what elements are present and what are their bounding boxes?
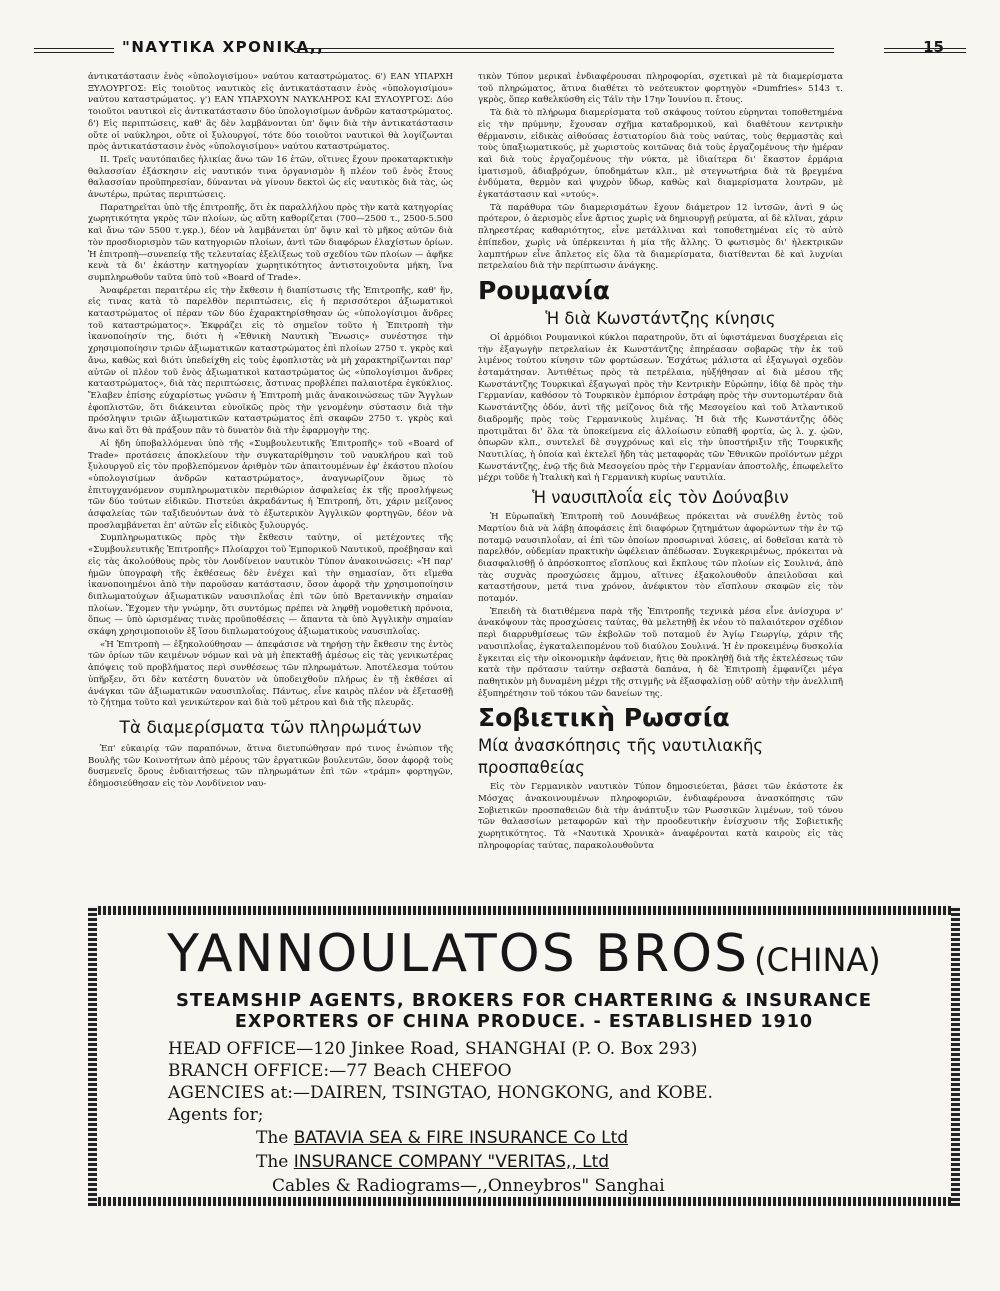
ad-agent-1 xyxy=(256,1128,628,1148)
ad-agencies: AGENCIES at:—DAIREN, TSINGTAO, HONGKONG, and KOBE. xyxy=(168,1083,713,1103)
left-column xyxy=(88,72,453,792)
paragraph: «Ἡ Ἐπιτροπὴ — ἐξηκολούθησαν — ἀπεφάσισε νὰ τηρήσῃ τὴν ἔκθεσιν της ἐντὸς τῶν ὁρίων τῶν κειμένων νόμων καὶ νὰ μὴ ἐπεκταθῇ ἀμέσως εἰς τὰς γενικωτέρας ἀπόψεις τοῦ προβλήματος περὶ συνθέσεως τῶν πληρωμάτων. Ἀποτέλεσμα τούτου ὑπῆρξεν, ὅτι δὲν κατέστη δυνατὸν νὰ ὑποδειχθοῦν πλήρως ἐν τῇ ἐκθέσει αἱ ἀνάγκαι τῶν ἀξιωματικῶν ναυσιπλοΐας. Πάντως, εἶνε καιρὸς πλέον νὰ ἐξετασθῇ τὸ ζήτημα τοῦτο καὶ γενικώτερον καὶ διὰ τοῦ μέτρου καὶ διὰ τῆς πλευρᾶς. xyxy=(88,639,453,709)
paragraph: Οἱ ἁρμόδιοι Ρουμανικοὶ κύκλοι παρατηροῦν, ὅτι αἱ ὑφιστάμεναι δυσχέρειαι εἰς τὴν ἐξαγωγὴν πετρελαίων ἐκ Κωνστάντζης ἐπηρέασαν σοβαρῶς τὴν ἐκ τοῦ λιμένος τούτου κίνησιν τῶν φορτώσεων. Ἐσχάτως μάλιστα αἱ ἐξαγωγαὶ σχεδὸν ἐσταμάτησαν. Ἀντιθέτως πρὸς τὰ πετρέλαια, ηὐξήθησαν αἱ διὰ μέσου τῆς Κωνστάντζης Τουρκικαὶ ἐξαγωγαὶ πρὸς τὴν Κεντρικὴν Εὐρώπην, ἰδίᾳ δὲ πρὸς τὴν Γερμανίαν, καθόσον τὸ Τουρκικὸν ἐμπόριον ἐστράφη πρὸς τὴν συντομωτέραν διὰ Κωνστάντζης ὁδόν, ἀντὶ τῆς μείζονος διὰ τῆς Μεσογείου καὶ τοῦ Ἀτλαντικοῦ διαδρομῆς πρὸς τοὺς Γερμανικοὺς λιμένας. Ἡ διὰ τῆς Κωνστάντζης ὁδὸς προτιμᾶται δι' ὅλα τὰ ὑποκείμενα εἰς ἀλλοίωσιν εὐπαθῆ φορτία, ὡς λ. χ. ᾠῶν, ὀπωρῶν κλπ., συντελεῖ δὲ συγχρόνως καὶ εἰς τὴν ὑποστήριξιν τῆς Τουρκικῆς Ναυτιλίας, ἡ ὁποία καὶ ἐκτελεῖ ἤδη τὰς μεταφορὰς τῶν Ἐθνικῶν προϊόντων μέχρι Κωνστάντζης, ἐνῷ τῆς διὰ Μεσογείου πρὸς τὴν Γερμανίαν ἀποστολῆς, ἐπωφελεῖτο μέχρι τοῦδε ἡ Ἰταλικὴ καὶ ἡ Γερμανικὴ κυρίως ναυτιλία. xyxy=(478,332,843,484)
ad-tagline-2: EXPORTERS OF CHINA PRODUCE. - ESTABLISHED 1910 xyxy=(234,1012,814,1032)
paragraph: Ἐπ' εὐκαιρίᾳ τῶν παραπόνων, ἅτινα διετυπώθησαν πρό τινος ἐνώπιον τῆς Βουλῆς τῶν Κοινοτήτων ἀπὸ μέρους τῶν ἐργατικῶν βουλευτῶν, ὅσον ἀφορᾷ τοὺς δυσμενεῖς ὅρους ἐνδιαιτήσεως τῶν πληρωμάτων ἐπὶ τῶν «τράμπ» φορτηγῶν, ἐδημοσιεύθησαν εἰς τὸν Λονδίνειον ναυ- xyxy=(88,743,453,790)
ad-agent-1-article: The xyxy=(256,1128,289,1148)
ad-agent-2-name: INSURANCE COMPANY "VERITAS,, Ltd xyxy=(293,1152,610,1172)
ad-agents-for: Agents for; xyxy=(168,1105,264,1125)
subheading-naval-review: Μία ἀνασκόπησις τῆς ναυτιλιακῆς προσπαθείας xyxy=(478,736,764,778)
ad-branch-office: BRANCH OFFICE:—77 Beach CHEFOO xyxy=(168,1061,512,1081)
paragraph: Εἰς τὸν Γερμανικὸν ναυτικὸν Τύπον δημοσιεύεται, βάσει τῶν ἐκάστοτε ἐκ Μόσχας ἀνακοινουμένων πληροφοριῶν, ἐνδιαφέρουσα ἀνασκόπησις τῶν Σοβιετικῶν προσπαθειῶν διὰ τὴν ἀνάπτυξιν τῶν Ρωσσικῶν λιμένων, τοῦ τόνου τῶν θαλασσίων μεταφορῶν καὶ τὴν προοδευτικὴν ἐνίσχυσιν τῆς Σοβιετικῆς χωρητικότητος. Τὰ «Ναυτικὰ Χρονικὰ» ἀναφέρονται κατὰ καιροὺς εἰς τὰς πληροφορίας ταύτας, παρακολουθοῦντα xyxy=(478,782,843,851)
paragraph: τικὸν Τύπον μερικαὶ ἐνδιαφέρουσαι πληροφορίαι, σχετικαὶ μὲ τὰ διαμερίσματα τοῦ πληρώματος, ἅτινα διαθέτει τὸ νεότευκτον φορτηγὸν «Dumfries» 5143 τ. γκρὸς, ὅπερ καθελκύσθη εἰς Τάϊν τὴν 17ην Ἰουνίου π. ἔτους. xyxy=(478,72,843,106)
ad-company: YANNOULATOS BROS xyxy=(167,924,750,984)
page-number: 15 xyxy=(923,38,944,56)
paragraph: ἀντικατάστασιν ἑνὸς «ὑπολογισίμου» ναύτου καταστρώματος. 6') ΕΑΝ ΥΠΑΡΧΗ ΞΥΛΟΥΡΓΟΣ: Εἰς τοιοῦτος ναυτικὸς εἰς ἀντικατάστασιν ἑνὸς «ὑπολογισίμου» ναύτου καταστρώματος. γ') ΕΑΝ ΥΠΑΡΧΟΥΝ ΝΑΥΚΛΗΡΟΣ ΚΑΙ ΞΥΛΟΥΡΓΟΣ: Δύο τοιοῦτοι ναυτικοὶ εἰς ἀντικατάστασιν δύο ὑπολογισίμων ἀνδρῶν καταστρώματος. δ') Εἰς περιπτώσεις, καθ' ἃς δὲν λαμβάνονται ὑπ' ὄψιν διὰ τὴν ἀντικατάστασιν οὔτε οἱ ναύκληροι, οὔτε οἱ ξυλουργοί, τότε δύο τοιοῦτοι ναυτικοὶ θὰ λογίζωνται πρὸς ἀντικατάστασιν ἑνὸς «ὑπολογισίμου» ναύτου καταστρώματος. xyxy=(88,72,453,153)
ad-agent-2 xyxy=(256,1152,609,1172)
ad-tagline: STEAMSHIP AGENTS, BROKERS FOR CHARTERING & INSURANCE xyxy=(175,990,873,1011)
ad-agent-2-article: The xyxy=(256,1152,289,1172)
ad-head-office: HEAD OFFICE—120 Jinkee Road, SHANGHAI (P. O. Box 293) xyxy=(168,1039,698,1059)
running-header xyxy=(34,38,966,60)
subheading-danube: Ἡ ναυσιπλοΐα εἰς τὸν Δούναβιν xyxy=(532,488,789,508)
ad-border-top xyxy=(88,906,960,915)
header-rule-middle xyxy=(294,48,834,53)
yannoulatos-advertisement xyxy=(88,906,960,1206)
paragraph: Συμπληρωματικῶς πρὸς τὴν ἔκθεσιν ταύτην, οἱ μετέχοντες τῆς «Συμβουλευτικῆς Ἐπιτροπῆς» Πλοίαρχοι τοῦ Ἐμπορικοῦ Ναυτικοῦ, προέβησαν καὶ εἰς τὰς ἀκολούθους πρὸς τὸν Λονδίνειον ναυτικὸν Τύπον ἀνακοινώσεις: «Ἡ παρ' ἡμῶν ὑπογραφὴ τῆς ἐκθέσεως δὲν ἐνέχει καὶ τὴν σημασίαν, ὅτι εἴμεθα ἱκανοποιημένοι ἀπὸ τὴν παροῦσαν κατάστασιν, ὅσον ἀφορᾷ τὴν χρησιμοποίησιν διπλωματούχων ἀξιωματικῶν ναυσιπλοΐας ἐπὶ τῶν ὑπὸ Βρεταννικὴν σημαίαν πλοίων. Ἔχομεν τὴν γνώμην, ὅτι συντόμως πρέπει νὰ ληφθῇ νομοθετικὴ πρόνοια, ὅπως — ὑπὸ ὡρισμένας τινὰς προϋποθέσεις — ἅπαντα τὰ ὑπὸ Ἀγγλικὴν σημαίαν σκάφη χρησιμοποιοῦν ἐξ ἴσου διπλωματούχους ἀξιωματικοὺς ναυσιπλοΐας. xyxy=(88,533,453,638)
ad-cables: Cables & Radiograms—,,Onneybros" Sanghai xyxy=(272,1176,665,1196)
section-heading-romania: Ρουμανία xyxy=(478,275,610,305)
paragraph: Τὰ παράθυρα τῶν διαμερισμάτων ἔχουν διάμετρον 12 ἰντσῶν, ἀντὶ 9 ὡς πρότερον, ὁ ἀερισμὸς εἶνε ἄρτιος χωρὶς νὰ δημιουργῇ ρεύματα, αἱ δὲ κλῖναι, χάριν πληρεστέρας καθαριότητος, εἶνε μετάλλιναι καὶ τοποθετημέναι εἰς τὸ αὐτὸ ἐπίπεδον, χωρὶς νὰ ὑπέρκεινται ἡ μία τῆς ἄλλης. Ὁ φωτισμὸς δι' ἠλεκτρικῶν λαμπτήρων εἶνε ἄπλετος εἰς ὅλα τὰ διαμερίσματα, διατίθενται δὲ καὶ λυχνίαι πετρελαίου διὰ τὴν περίπτωσιν ἀνάγκης. xyxy=(478,202,843,272)
paragraph: Ἐπειδὴ τὰ διατιθέμενα παρὰ τῆς Ἐπιτροπῆς τεχνικὰ μέσα εἶνε ἀνίσχυρα ν' ἀνακόψουν τὰς προσχώσεις ταύτας, θὰ μελετηθῇ ἐκ νέου τὸ παλαιότερον σχέδιον περὶ διαρρυθμίσεως τῶν ἐκβολῶν τοῦ ποταμοῦ ἐν Ἁγίῳ Γεωργίῳ, χάριν τῆς ναυσιπλοΐας, ἐγκαταλειπομένου τοῦ διαύλου Σουλινά. Ἡ ἐν προκειμένῳ δυσκολία ἔγκειται εἰς τὴν οἰκονομικὴν ἀφάνειαν, ἥτις θὰ προκληθῇ διὰ τῆς ἐκτελέσεως τῶν κατὰ τὴν πρότασιν ταύτην σεβαστὰ δαπάνα, ἡ δὲ Ἐπιτροπὴ ἐμφανίζει μέγα παθητικὸν μὴ δυναμένη μέχρι τῆς στιγμῆς νὰ ἐξασφαλίσῃ οὐδ' αὐτὴν τὴν ἀνελλιπῆ ἐξυπηρέτησιν τοῦ τόκου τῶν δανείων της. xyxy=(478,606,843,699)
ad-border-bottom xyxy=(88,1197,960,1206)
paragraph: Ἡ Εὐρωπαϊκὴ Ἐπιτροπὴ τοῦ Δουνάβεως πρόκειται νὰ συνέλθῃ ἐντὸς τοῦ Μαρτίου διὰ νὰ λάβῃ ἀποφάσεις ἐπὶ διαφόρων ζητημάτων ἀφορώντων τὴν ἐν τῷ ποταμῷ ναυσιπλοΐαν, αἱ ἐπὶ τῶν ὁποίων προσωριναὶ λύσεις, αἱ δοθεῖσαι κατὰ τὸ παρελθόν, οὐδεμίαν πρακτικὴν ὠφέλειαν ἀπέδωσαν. Συγκεκριμένως, πρόκειται νὰ διασφαλισθῇ ὁ ἀπρόσκοπτος εἴσπλους καὶ ἔκπλους τῶν πλοίων εἰς Σουλινά, ἀπὸ τὰς συχνὰς προσχώσεις ἄμμου, αἵτινες ἐξακολουθοῦν ἀπειλοῦσαι καὶ καταστήσουν, μετά τινα χρόνον, ἀνέφικτον τὸν εἴσπλουν σκαφῶν εἰς τὸν ποταμόν. xyxy=(478,512,843,605)
section-heading-soviet-russia: Σοβιετικὴ Ρωσσία xyxy=(478,703,730,733)
subheading-constanta: Ἡ διὰ Κωνστάντζης κίνησις xyxy=(545,308,776,328)
paragraph: Αἱ ἤδη ὑποβαλλόμεναι ὑπὸ τῆς «Συμβουλευτικῆς Ἐπιτροπῆς» τοῦ «Board of Trade» προτάσεις ἀποκλείουν τὴν συγκαταρίθμησιν τοῦ ναυκλήρου καὶ τοῦ ξυλουργοῦ εἰς τὸν προβλεπόμενον ἀριθμὸν τῶν ἀπαιτουμένων ἐφ' ἑκάστου πλοίου «ὑπολογισίμων ἀνδρῶν καταστρώματος», ἀναγνωρίζουν ὅμως τὸ ἐπιτυγχανόμενον συμπληρωματικὸν περιθώριον ἀσφαλείας ἐκ τῆς προσλήψεως τῶν δύο τούτων εἰδικῶν. Πιστεύει ἀκραδάντως ἡ Ἐπιτροπή, ὅτι, χάριν μείζονος ἀσφαλείας τῶν ταξιδευόντων ἀνὰ τὸ ἐξωτερικὸν Ἀγγλικῶν φορτηγῶν, δέον νὰ προσλαμβάνεται ἐπ' αὐτῶν εἷς εἰδικὸς ξυλουργός. xyxy=(88,438,453,531)
header-rule-left xyxy=(34,48,114,53)
paragraph: Παρατηρεῖται ὑπὸ τῆς ἐπιτροπῆς, ὅτι ἐκ παραλλήλου πρὸς τὴν κατὰ κατηγορίας χωρητικότητα γκρὸς τῶν πλοίων, ὡς αὕτη καθορίζεται (700—2500 τ., 2500-5.500 καὶ ἄνω τῶν 5500 τ.γκρ.), δέον νὰ λαμβάνεται ὑπ' ὄψιν καὶ τὸ μῆκος αὐτῶν διὰ τὸν προσδιορισμὸν τῶν κατηγοριῶν πλοίων, ἀντὶ τῶν διαφόρων ἐλαχίστων ὁρίων. Ἡ ἐπιτροπὴ—συνεπείᾳ τῆς τελευταίας ἐξελίξεως τοῦ σχεδίου τῶν πλοίων — ἀφῆκε κενὰ τὰ δι' ἑκάστην κατηγορίαν χωρητικότητος ἀντιστοιχοῦντα μήκη, ἵνα συμπληρωθοῦν ταῦτα ὑπὸ τοῦ «Board of Trade». xyxy=(88,202,453,283)
paragraph: ΙΙ. Τρεῖς ναυτόπαιδες ἡλικίας ἄνω τῶν 16 ἐτῶν, οἵτινες ἔχουν προκαταρκτικὴν θαλασσίαν ἐξάσκησιν εἰς ναυτικόν τινα ὀργανισμὸν ἢ πλέον τοῦ ἑνὸς ἔτους θαλασσίαν προϋπηρεσίαν, δύνανται νὰ γίνουν δεκτοὶ ὡς εἰς ναυτικὸς διὰ τὰς, ὡς ἀνωτέρω, πρώτας περιπτώσεις. xyxy=(88,154,453,201)
paragraph: Τὰ διὰ τὸ πλήρωμα διαμερίσματα τοῦ σκάφους τούτου εὑρηνται τοποθετημένα εἰς τὴν πρύμνην, ἔχουσαν σχῆμα καταδρομικοῦ, καὶ διαθέτουν κεντρικὴν θέρμανσιν, εἰδικὰς αἰθούσας ἑστιατορίου διὰ τοὺς ναύτας, τοὺς θερμαστὰς καὶ τοὺς ὑπαξιωματικούς, μὲ χωριστοὺς κοιτῶνας διὰ τοὺς ἐργαζομένους τὴν ἡμέραν καὶ διὰ τοὺς ἐργαζομένους τὴν νύκτα, μὲ ἰδιαίτερα δι' ἕκαστον ἑρμάρια ἱματισμοῦ, ἀδιαβρόχων, ὑποδημάτων κλπ., μὲ στεγνωτήρια διὰ τὰ βρεγμένα ἐνδύματα, θερμὸν καὶ ψυχρὸν ὕδωρ, καθὼς καὶ διαμερίσματα λουτρῶν, μὲ ἐγκατάστασιν καὶ «ντούς». xyxy=(478,108,843,201)
ad-agent-1-name: BATAVIA SEA & FIRE INSURANCE Co Ltd xyxy=(293,1128,629,1148)
header-rule-right xyxy=(884,48,966,53)
section-heading-crew-quarters: Τὰ διαμερίσματα τῶν πληρωμάτων xyxy=(119,717,422,738)
journal-title: "ΝΑΥΤΙΚΑ ΧΡΟΝΙΚΑ,, xyxy=(122,38,325,56)
paragraph: Ἀναφέρεται περαιτέρω εἰς τὴν ἔκθεσιν ἡ διαπίστωσις τῆς Ἐπιτροπῆς, καθ' ἥν, εἰς τινας κατὰ τὸ παρελθὸν περιπτώσεις, εἰς ἡ περισσότεροι ἀξιωματικοὶ καταστρώματος οἱ πέραν τῶν δύο ἐχαρακτηρίσθησαν ὡς «ὑπολογίσιμοι ἄνδρες τοῦ καταστρώματος». Ἐκφράζει εἰς τὸ σημεῖον τοῦτο ἡ Ἐπιτροπὴ τὴν ἱκανοποίησίν της, διότι ἡ «Ἐθνικὴ Ναυτικὴ Ἕνωσις» συνέστησε τὴν χρησιμοποίησιν τριῶν ἀξιωματικῶν καταστρώματος ἐπὶ πλοίων 2750 τ. γκρὸς καὶ ἄνω, καθὼς καὶ διότι ὑπεδείχθη εἰς τοὺς ἐφοπλιστὰς νὰ μὴ χαρακτηρίζωνται παρ' αὐτῶν οἱ πλέον τοῦ ἑνὸς ἀξιωματικοὶ καταστρώματος ὡς «ὑπολογίσιμοι ἄνδρες καταστρώματος», διὰ τὰς περιπτώσεις, ἅστινας προβλέπει παλαιοτέρα ἐγκύκλιος. Ἔλαβεν ἐπίσης εὐχαρίστως γνῶσιν ἡ Ἐπιτροπὴ μιᾶς ἀνακοινώσεως τῶν Ἄγγλων ἐφοπλιστῶν, ὅτι διάκεινται εὐνοϊκῶς πρὸς τὴν γενομένην σύστασιν διὰ τὴν πρόσληψιν τριῶν ἀξιωματικῶν καταστρώματος ἐπὶ σκαφῶν 2750 τ. γκρὸς καὶ ἄνω καὶ ὅτι θὰ πράξουν πᾶν τὸ δυνατὸν διὰ τὴν ἐφαρμογὴν της. xyxy=(88,285,453,437)
ad-company-suffix: (CHINA) xyxy=(754,941,881,979)
ad-company-name xyxy=(88,924,960,984)
right-column xyxy=(478,72,843,854)
